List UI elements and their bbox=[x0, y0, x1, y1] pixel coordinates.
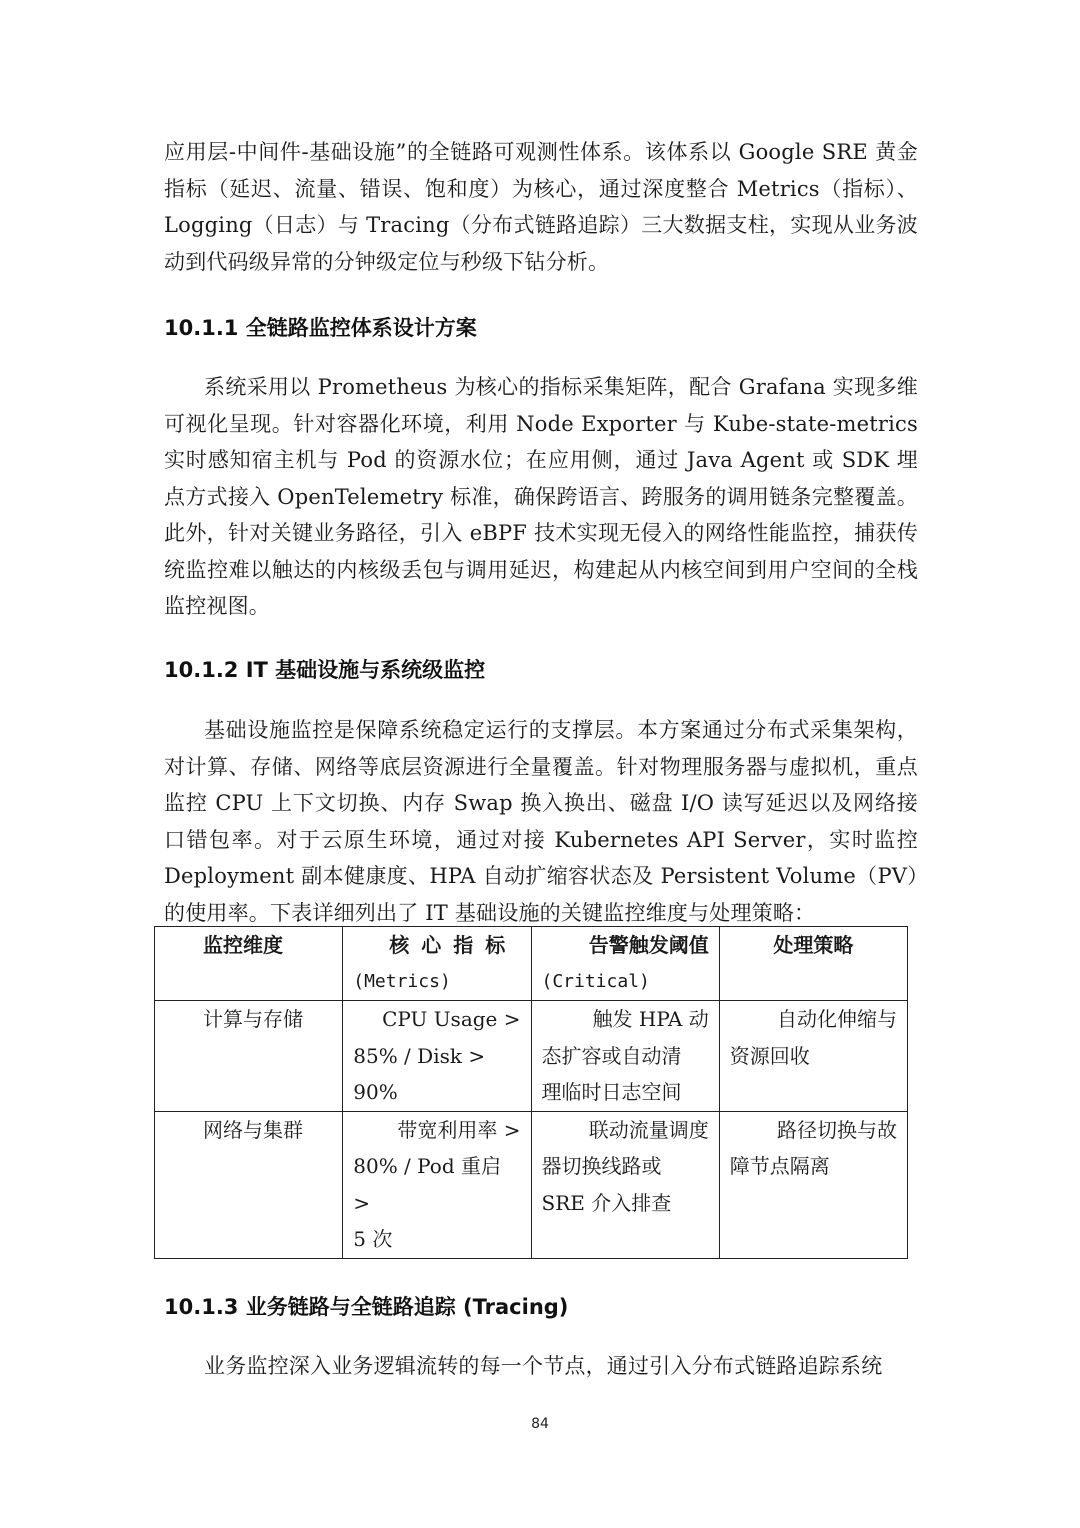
cell-metric-line: 5 次 bbox=[353, 1227, 393, 1251]
cell-threshold bbox=[531, 1111, 719, 1258]
header-metrics-en: (Metrics) bbox=[353, 970, 451, 992]
cell-threshold-line: 理临时日志空间 bbox=[541, 1080, 682, 1104]
cell-threshold-line: 态扩容或自动清 bbox=[541, 1043, 682, 1068]
cell-strategy-line: 自动化伸缩与 bbox=[777, 1007, 897, 1031]
cell-metric-line: 80% / Pod 重启 > bbox=[353, 1154, 502, 1215]
cell-metric bbox=[343, 1001, 531, 1112]
section-heading-10-1-2: 10.1.2 IT 基础设施与系统级监控 bbox=[164, 658, 486, 682]
header-metrics-label: 核心指标 bbox=[389, 933, 518, 957]
cell-dimension-text: 网络与集群 bbox=[203, 1117, 303, 1142]
table-row bbox=[155, 1111, 908, 1258]
cell-strategy-line: 资源回收 bbox=[729, 1043, 810, 1068]
section-heading-10-1-1: 10.1.1 全链路监控体系设计方案 bbox=[164, 316, 477, 340]
cell-metric-line: CPU Usage > bbox=[382, 1007, 521, 1031]
table-row bbox=[155, 1001, 908, 1112]
cell-strategy-line: 路径切换与故 bbox=[777, 1117, 897, 1142]
cell-strategy bbox=[719, 1111, 907, 1258]
cell-threshold-line: 器切换线路或 bbox=[541, 1154, 662, 1178]
cell-threshold-line: 触发 HPA 动 bbox=[592, 1007, 709, 1031]
cell-metric-line: 85% / Disk > 90% bbox=[353, 1043, 486, 1104]
header-threshold bbox=[531, 927, 719, 1001]
cell-threshold-line: SRE 介入排查 bbox=[541, 1190, 672, 1215]
header-metrics bbox=[343, 927, 531, 1001]
monitoring-table bbox=[154, 926, 908, 1259]
header-threshold-en: (Critical) bbox=[541, 970, 650, 992]
cell-threshold bbox=[531, 1001, 719, 1112]
cell-dimension bbox=[155, 1111, 343, 1258]
table-header-row bbox=[155, 927, 908, 1001]
section-1-paragraph: 系统采用以 Prometheus 为核心的指标采集矩阵，配合 Grafana 实现多维可视化呈现。针对容器化环境，利用 Node Exporter 与 Kube-state-metrics 实时感知宿主机与 Pod 的资源水位；在应用侧，通过 Java Agent 或 SDK 埋点方式接入 OpenTelemetry 标准，确保跨语言、跨服务的调用链条完整覆盖。此外，针对关键业务路径，引入 eBPF 技术实现无侵入的网络性能监控，捕获传统监控难以触达的内核级丢包与调用延迟，构建起从内核空间到用户空间的全栈监控视图。 bbox=[164, 375, 918, 618]
header-strategy bbox=[719, 927, 907, 1001]
cell-strategy-line: 障节点隔离 bbox=[729, 1154, 830, 1178]
cell-threshold-line: 联动流量调度 bbox=[588, 1117, 709, 1142]
section-3-paragraph: 业务监控深入业务逻辑流转的每一个节点，通过引入分布式链路追踪系统 bbox=[204, 1354, 883, 1378]
header-dimension bbox=[155, 927, 343, 1001]
intro-paragraph: 应用层-中间件-基础设施”的全链路可观测性体系。该体系以 Google SRE 黄金指标（延迟、流量、错误、饱和度）为核心，通过深度整合 Metrics（指标）、Logging（日志）与 Tracing（分布式链路追踪）三大数据支柱，实现从业务波动到代码级异常的分钟级定位与秒级下钻分析。 bbox=[164, 140, 918, 274]
cell-dimension bbox=[155, 1001, 343, 1112]
cell-metric-line: 带宽利用率 > bbox=[397, 1117, 521, 1142]
header-strategy-label: 处理策略 bbox=[773, 933, 854, 957]
cell-strategy bbox=[719, 1001, 907, 1112]
cell-metric bbox=[343, 1111, 531, 1258]
header-threshold-label: 告警触发阈值 bbox=[588, 933, 709, 957]
page-number: 84 bbox=[531, 1416, 549, 1432]
header-dimension-label: 监控维度 bbox=[203, 933, 283, 957]
cell-dimension-text: 计算与存储 bbox=[203, 1007, 303, 1031]
section-heading-10-1-3: 10.1.3 业务链路与全链路追踪 (Tracing) bbox=[164, 1295, 569, 1319]
section-2-paragraph: 基础设施监控是保障系统稳定运行的支撑层。本方案通过分布式采集架构，对计算、存储、网络等底层资源进行全量覆盖。针对物理服务器与虚拟机，重点监控 CPU 上下文切换、内存 Swap 换入换出、磁盘 I/O 读写延迟以及网络接口错包率。对于云原生环境，通过对接 Kubernetes API Server，实时监控 Deployment 副本健康度、HPA 自动扩缩容状态及 Persistent Volume（PV）的使用率。下表详细列出了 IT 基础设施的关键监控维度与处理策略： bbox=[164, 718, 918, 925]
